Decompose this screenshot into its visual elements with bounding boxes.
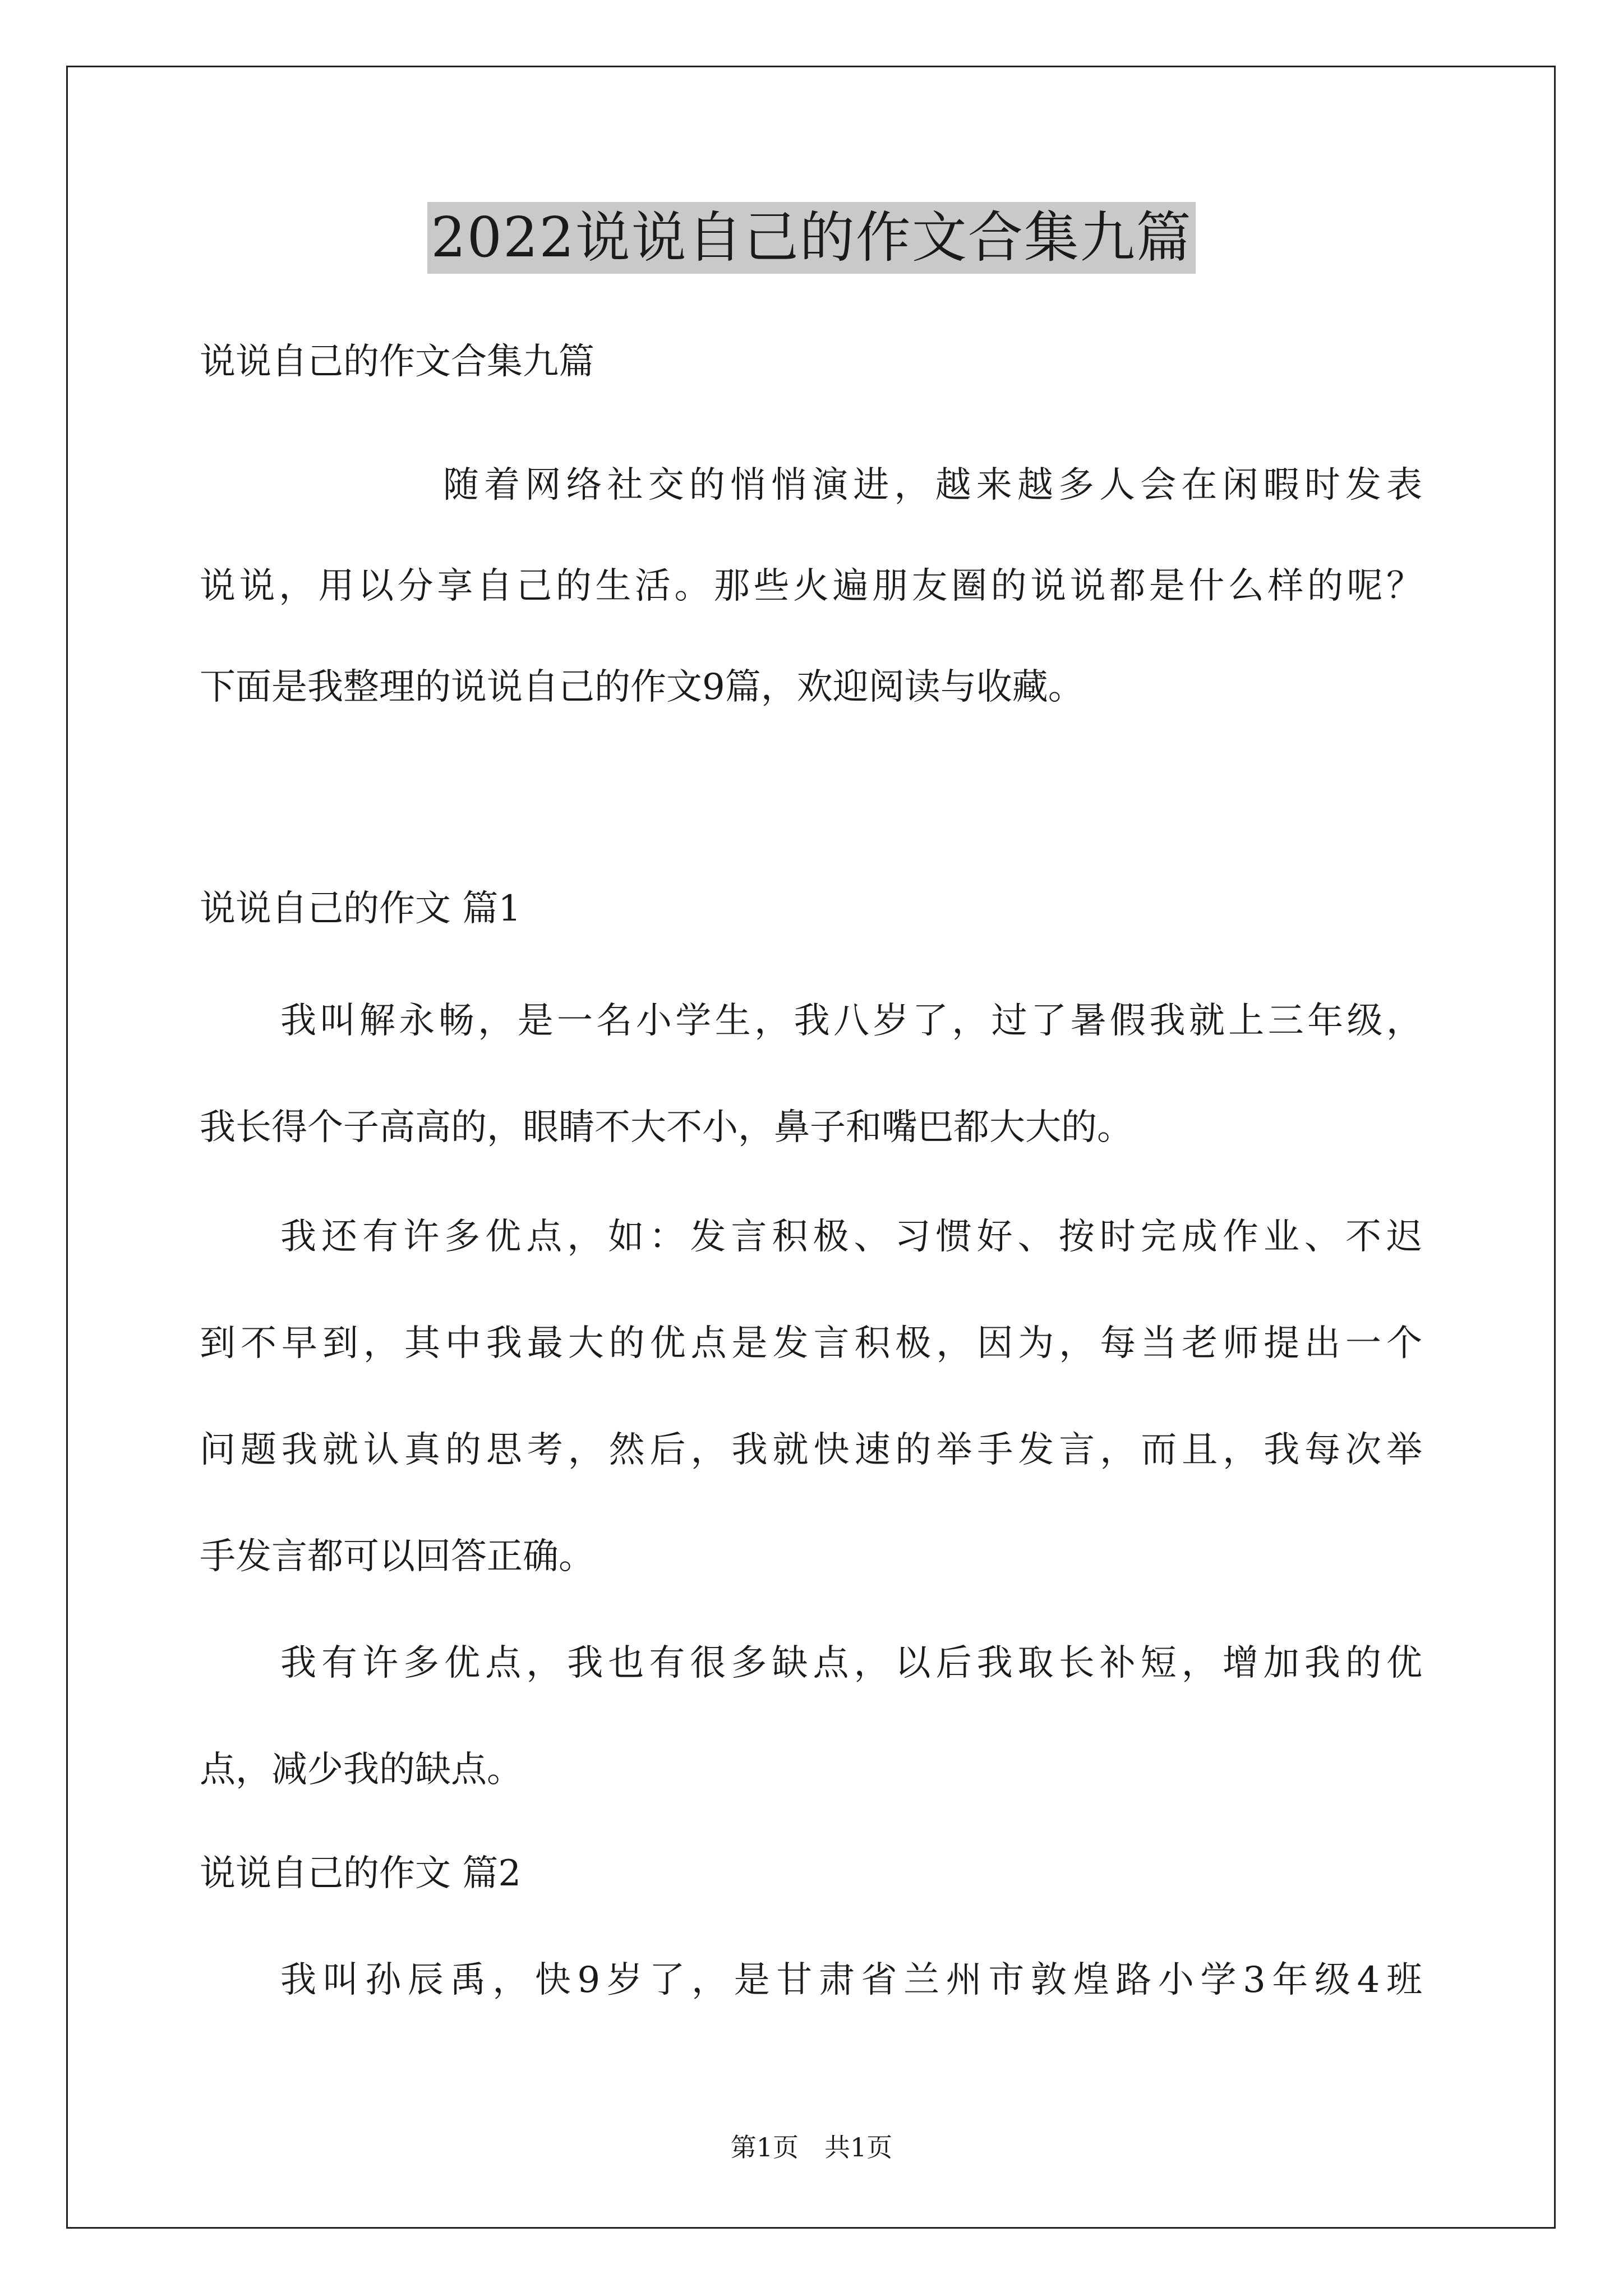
page-number-footer: 第1页 共1页	[730, 2132, 893, 2162]
paragraph-line: 手发言都可以回答正确。	[200, 1536, 594, 1577]
document-title: 2022说说自己的作文合集九篇	[427, 202, 1195, 274]
paragraph-line: 我有许多优点，我也有很多缺点，以后我取长补短，增加我的优	[280, 1642, 1422, 1684]
section-heading-1: 说说自己的作文 篇1	[200, 888, 522, 930]
intro-line-3: 下面是我整理的说说自己的作文9篇，欢迎阅读与收藏。	[200, 666, 1084, 708]
paragraph-line: 我长得个子高高的，眼睛不大不小，鼻子和嘴巴都大大的。	[200, 1107, 1133, 1148]
paragraph-line: 我叫解永畅，是一名小学生，我八岁了，过了暑假我就上三年级，	[280, 1000, 1422, 1042]
intro-line-2: 说说，用以分享自己的生活。那些火遍朋友圈的说说都是什么样的呢？	[200, 565, 1422, 607]
paragraph-line: 问题我就认真的思考，然后，我就快速的举手发言，而且，我每次举	[200, 1429, 1422, 1471]
paragraph-line: 点，减少我的缺点。	[200, 1749, 523, 1791]
section-heading-2: 说说自己的作文 篇2	[200, 1853, 522, 1894]
paragraph-line: 到不早到，其中我最大的优点是发言积极，因为，每当老师提出一个	[200, 1323, 1422, 1364]
intro-line-1: 随着网络社交的悄悄演进，越来越多人会在闲暇时发表	[443, 464, 1422, 506]
paragraph-line: 我还有许多优点，如：发言积极、习惯好、按时完成作业、不迟	[280, 1216, 1422, 1258]
subtitle-line: 说说自己的作文合集九篇	[200, 341, 594, 383]
title-container	[0, 202, 1623, 274]
paragraph-line: 我叫孙辰禹，快9岁了，是甘肃省兰州市敦煌路小学3年级4班	[280, 1959, 1422, 2001]
